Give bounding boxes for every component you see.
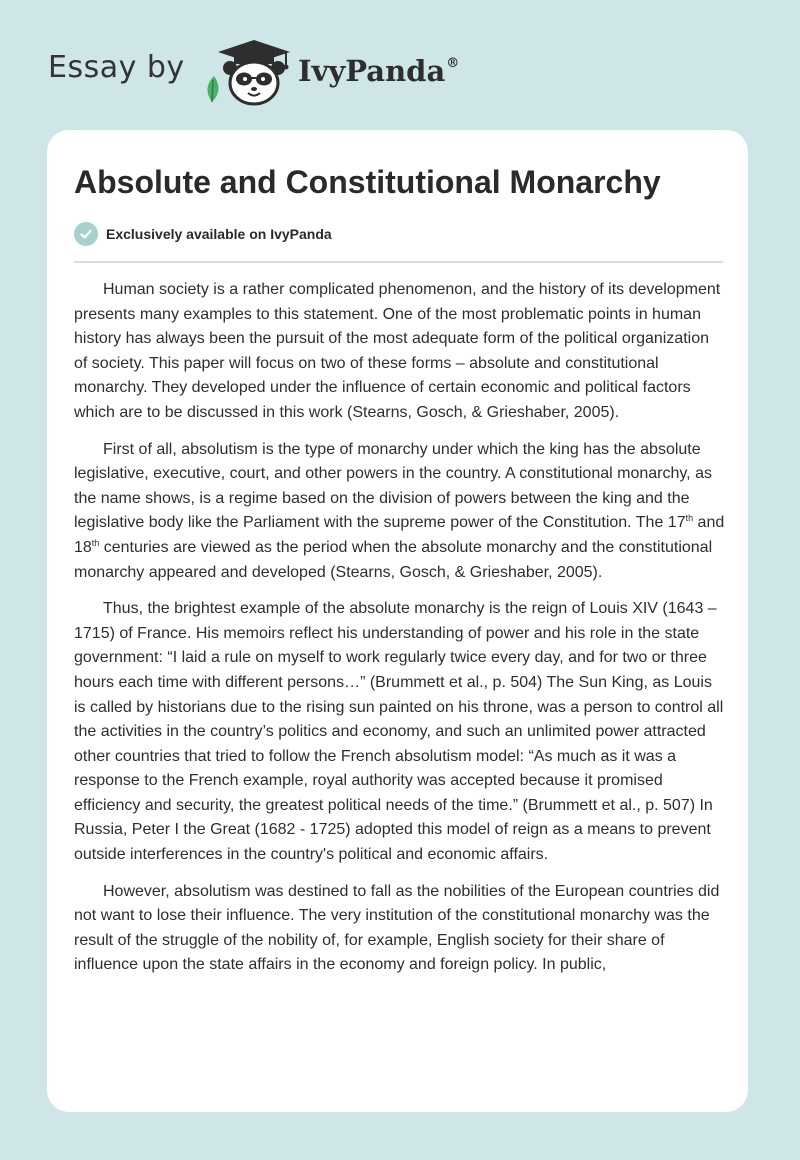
exclusive-badge	[74, 222, 332, 246]
paragraph: Human society is a rather complicated phenomenon, and the history of its development presents many examples to this statement. One of the most problematic points in human history has always been the pursuit of the most adequate form of the political organization of society. This paper will focus on two of these forms – absolute and constitutional monarchy. They developed under the influence of certain economic and political factors which are to be discussed in this work (Stearns, Gosch, & Grieshaber, 2005).	[74, 281, 721, 421]
essay-body	[74, 278, 726, 990]
site-header	[0, 0, 800, 130]
check-circle-icon	[74, 222, 98, 246]
paragraph: First of all, absolutism is the type of monarchy under which the king has the absolute legislative, executive, court, and other powers in the country. A constitutional monarchy, as the name shows, is a regime based on the division of powers between the king and the legislative body like the Parliament with the supreme power of the Constitution. The 17th and 18th centuries are viewed as the period when the absolute monarchy and the constitutional monarchy appeared and developed (Stearns, Gosch, & Grieshaber, 2005).	[74, 440, 725, 581]
essay-title: Absolute and Constitutional Monarchy	[74, 164, 661, 200]
ordinal-suffix: th	[91, 537, 100, 548]
paragraph: Thus, the brightest example of the absolute monarchy is the reign of Louis XIV (1643 – 1715) of France. His memoirs reflect his understanding of power and his role in the state government: “I laid a rule on myself to work regularly twice every day, and for two or three hours each time with different persons…” (Brummett et al., p. 504) The Sun King, as Louis is called by historians due to the rising sun painted on his throne, was a person to control all the activities in the country’s politics and economy, and such an unlimited power attracted other countries that tried to follow the French absolutism model: “As much as it was a response to the French example, royal authority was accepted because it promised efficiency and security, the greatest political needs of the time.” (Brummett et al., p. 507) In Russia, Peter I the Great (1682 - 1725) adopted this model of reign as a means to prevent outside interferences in the country's political and economic affairs.	[74, 600, 724, 864]
paragraph: However, absolutism was destined to fall as the nobilities of the European countries did not want to lose their influence. The very institution of the constitutional monarchy was the result of the struggle of the nobility of, for example, English society for their share of influence upon the state affairs in the economy and foreign policy. In public,	[74, 882, 720, 974]
ordinal-suffix: th	[685, 513, 694, 524]
divider	[74, 261, 723, 263]
panda-logo-icon	[200, 36, 294, 108]
registered-mark: ®	[446, 56, 460, 71]
ivypanda-brand[interactable]: IvyPanda®	[298, 54, 460, 88]
essay-by-label: Essay by	[48, 50, 185, 85]
exclusive-label: Exclusively available on IvyPanda	[106, 226, 332, 242]
essay-card	[47, 130, 748, 1112]
